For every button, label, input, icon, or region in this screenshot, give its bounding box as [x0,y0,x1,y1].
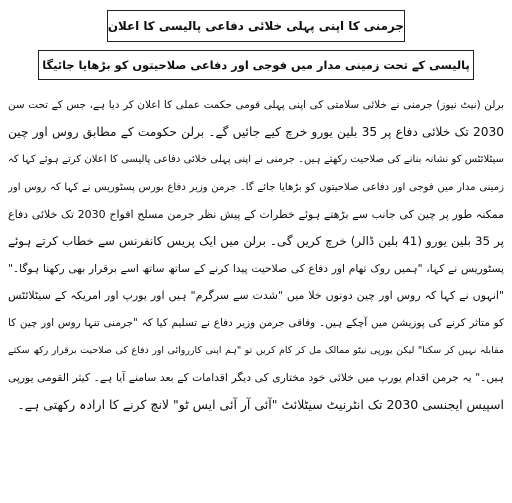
body-line: ممکنہ طور پر چین کی جانب سے بڑھتے ہوئے خطرات کے پیش نظر جرمن مسلح افواج 2030 تک خلائی دفاع [8,207,504,221]
body-line: کو متاثر کرنے کی پوزیشن میں آچکے ہیں۔ وفاقی جرمن وزیر دفاع نے تسلیم کیا کہ "جرمنی تنہا روس اور چین کا [8,316,504,329]
body-line: پسٹوریس نے کہا، "ہمیں روک تھام اور دفاع کی صلاحیت پیدا کرنے کے ساتھ ساتھ اسے برقرار بھی رکھنا ہوگا۔" [8,262,504,276]
headline: جرمنی کا اپنی پہلی خلائی دفاعی پالیسی کا اعلان [107,10,405,42]
body-line: 2030 تک خلائی دفاع پر 35 بلین یورو خرچ کیے جائیں گے۔ برلن حکومت کے مطابق روس اور چین [8,125,504,140]
body-line: "انہوں نے کہا کہ روس اور چین دونوں خلا میں "شدت سے سرگرم" ہیں اور یورپ اور امریکہ کے سیٹلائٹس [8,289,504,303]
body-line: پر 35 بلین یورو (41 بلین ڈالر) خرچ کریں گی۔ برلن میں ایک پریس کانفرنس سے خطاب کرتے ہوئے [8,233,504,248]
body-line: اسپیس ایجنسی 2030 تک انٹرنیٹ سیٹلائٹ "آئی آر آئی ایس ٹو" لانچ کرنے کا ارادہ رکھتی ہے۔ [17,397,504,413]
body-line: برلن (نیٹ نیوز) جرمنی نے خلائی سلامتی کی اپنی پہلی قومی حکمت عملی کا اعلان کر دیا ہے، جس کے تحت سن [8,99,504,111]
article-body [8,92,504,418]
body-line: مقابلہ نہیں کر سکتا" لیکن یورپی نیٹو ممالک مل کر کام کریں تو "ہم اپنی کارروائی اور دفاع کی صلاحیت برقرار رکھ سکتے [8,344,504,356]
subheadline: پالیسی کے تحت زمینی مدار میں فوجی اور دفاعی صلاحیتوں کو بڑھایا جائیگا [38,50,474,80]
body-line: زمینی مدار میں فوجی اور دفاعی صلاحیتوں کو بڑھایا جائے گا۔ جرمن وزیر دفاع بورس پسٹوریس نے کہا کہ روس اور [8,181,504,193]
body-line: ہیں۔" یہ جرمن اقدام یورپ میں خلائی خود مختاری کی دیگر اقدامات کے بعد سامنے آیا ہے۔ کیثر القومی یورپی [8,370,504,384]
body-line: سیٹلائٹس کو نشانہ بنانے کی صلاحیت رکھتے ہیں۔ جرمنی نے اپنی پہلی خلائی دفاعی پالیسی کا اعلان کرتے ہوئے کہا کہ [8,154,504,166]
